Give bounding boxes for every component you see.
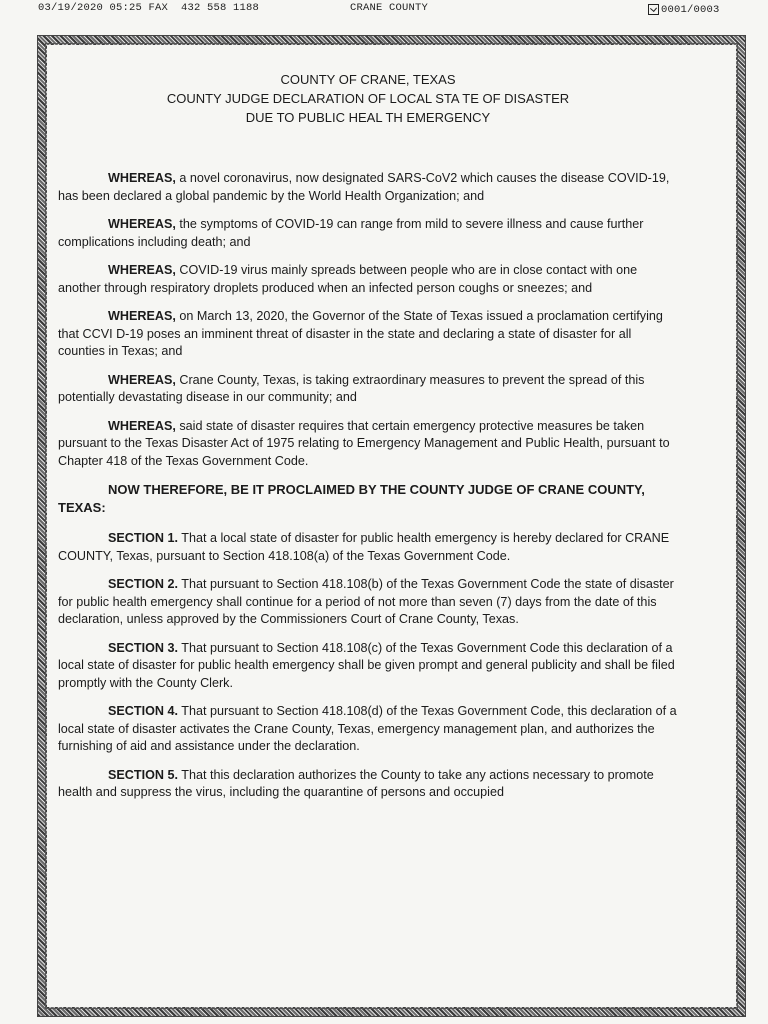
clause-lead: WHEREAS, <box>108 217 176 231</box>
section-lead: SECTION 1. <box>108 531 178 545</box>
section-lead: SECTION 3. <box>108 640 178 655</box>
document-title <box>58 70 678 127</box>
section-lead: SECTION 4. <box>108 704 178 718</box>
section-text: That a local state of disaster for public health emergency is hereby declared for CRANE COUNTY, Texas, pursuant to Section 418.108(a) of the Texas Government Code. <box>58 531 670 563</box>
section-text: That pursuant to Section 418.108(d) of the Texas Government Code, this declaration of a local state of disaster activates the Crane County, Texas, emergency management plan, and authorizes the furnishing of aid and assistance under the declaration. <box>58 704 677 753</box>
clause-lead: WHEREAS, <box>108 309 176 323</box>
clause-lead: WHEREAS, <box>108 171 176 185</box>
fax-timestamp: 03/19/2020 05:25 FAX 432 558 1188 <box>38 2 260 14</box>
whereas-clause <box>58 170 678 205</box>
title-line: DUE TO PUBLIC HEAL TH EMERGENCY <box>245 110 491 125</box>
clause-text: a novel coronavirus, now designated SARS-CoV2 which causes the disease COVID-19, has been declared a global pandemic by the World Health Organization; and <box>58 171 670 203</box>
clause-lead: WHEREAS, <box>108 263 176 277</box>
title-line: COUNTY JUDGE DECLARATION OF LOCAL STA TE OF DISASTER <box>166 91 570 106</box>
fax-page-number: 0001/0003 <box>661 4 720 16</box>
proclamation-heading <box>58 481 678 517</box>
section-clause <box>58 703 678 756</box>
whereas-clause <box>58 372 678 407</box>
whereas-clause <box>58 262 678 297</box>
section-clause <box>58 767 678 802</box>
clause-text: Crane County, Texas, is taking extraordinary measures to prevent the spread of this potentially devastating disease in our community; and <box>58 372 645 404</box>
declaration-document <box>58 70 678 813</box>
section-lead: SECTION 2. <box>108 577 178 591</box>
section-clause <box>58 576 678 629</box>
fax-sender: CRANE COUNTY <box>350 2 429 14</box>
section-text: That pursuant to Section 418.108(b) of the Texas Government Code the state of disaster for public health emergency shall continue for a period of not more than seven (7) days from the date of this declaration, unless approved by the Commissioners Court of Crane County, Texas. <box>58 577 674 626</box>
whereas-clause <box>58 216 678 251</box>
whereas-clause <box>58 418 678 471</box>
clause-lead: WHEREAS, <box>108 372 176 387</box>
checkbox-icon <box>648 4 659 15</box>
fax-page-indicator <box>648 2 720 16</box>
section-text: That this declaration authorizes the County to take any actions necessary to promote health and suppress the virus, including the quarantine of persons and occupied <box>58 767 654 799</box>
title-line: COUNTY OF CRANE, TEXAS <box>280 72 456 87</box>
proclamation-text: NOW THEREFORE, BE IT PROCLAIMED BY THE COUNTY JUDGE OF CRANE COUNTY, TEXAS: <box>58 482 645 515</box>
section-text: That pursuant to Section 418.108(c) of the Texas Government Code this declaration of a local state of disaster for public health emergency shall be given prompt and general publicity and shall be filed promptly with the County Clerk. <box>58 640 675 690</box>
clause-text: COVID-19 virus mainly spreads between people who are in close contact with one another through respiratory droplets produced when an infected person coughs or sneezes; and <box>58 263 638 295</box>
section-lead: SECTION 5. <box>108 767 178 782</box>
fax-header <box>0 0 768 18</box>
clause-text: the symptoms of COVID-19 can range from mild to severe illness and cause further complications including death; and <box>58 217 644 249</box>
clause-lead: WHEREAS, <box>108 418 176 433</box>
clause-text: said state of disaster requires that certain emergency protective measures be taken pursuant to the Texas Disaster Act of 1975 relating to Emergency Management and Public Health, pursuant to Chapter 418 of the Texas Government Code. <box>58 418 670 468</box>
section-clause <box>58 530 678 565</box>
section-clause <box>58 640 678 693</box>
clause-text: on March 13, 2020, the Governor of the State of Texas issued a proclamation certifying that CCVI D-19 poses an imminent threat of disaster in the state and declaring a state of disaster for all counties in Texas; and <box>58 309 663 358</box>
whereas-clause <box>58 308 678 361</box>
